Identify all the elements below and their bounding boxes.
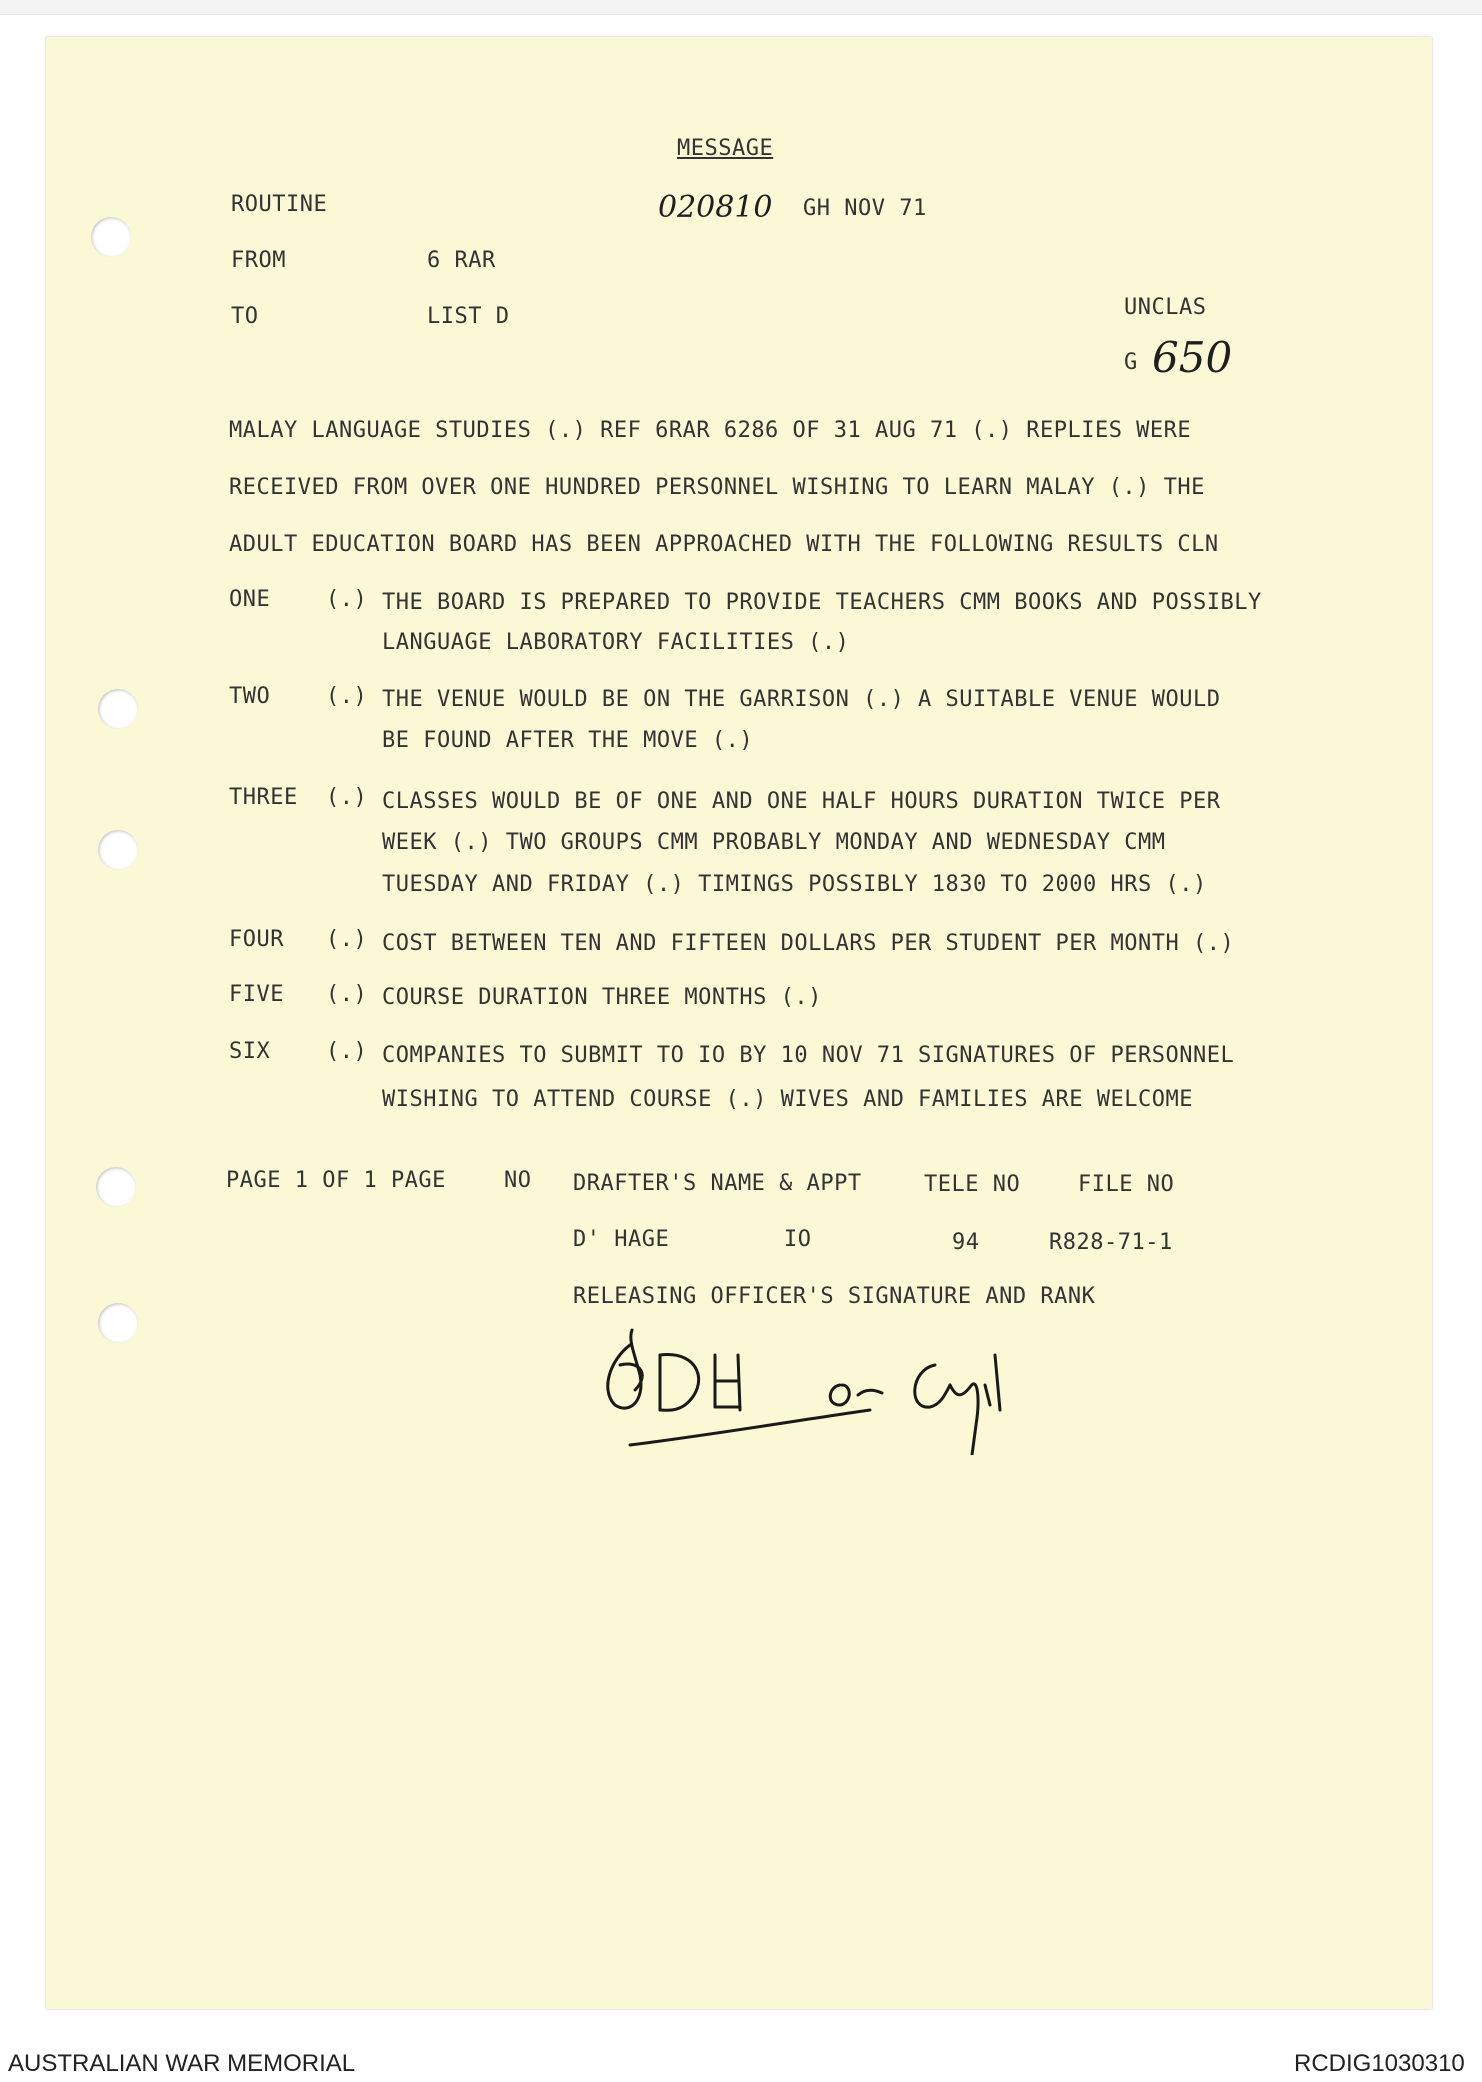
punch-hole bbox=[91, 217, 131, 257]
item-marker: (.) bbox=[326, 927, 368, 952]
from-value: 6 RAR bbox=[427, 248, 496, 273]
item-line: WEEK (.) TWO GROUPS CMM PROBABLY MONDAY AND WEDNESDAY CMM bbox=[382, 830, 1166, 855]
punch-hole bbox=[98, 1303, 138, 1343]
item-line: COURSE DURATION THREE MONTHS (.) bbox=[382, 985, 822, 1010]
item-line: CLASSES WOULD BE OF ONE AND ONE HALF HOURS DURATION TWICE PER bbox=[382, 789, 1221, 814]
item-line: TUESDAY AND FRIDAY (.) TIMINGS POSSIBLY 1830 TO 2000 HRS (.) bbox=[382, 872, 1207, 897]
to-label: TO bbox=[231, 304, 259, 329]
drafter-appt: IO bbox=[784, 1227, 812, 1252]
body-line: ADULT EDUCATION BOARD HAS BEEN APPROACHED WITH THE FOLLOWING RESULTS CLN bbox=[229, 532, 1219, 557]
item-line: COST BETWEEN TEN AND FIFTEEN DOLLARS PER STUDENT PER MONTH (.) bbox=[382, 931, 1235, 956]
serial-number: 650 bbox=[1152, 333, 1233, 382]
item-marker: (.) bbox=[326, 684, 368, 709]
item-line: COMPANIES TO SUBMIT TO IO BY 10 NOV 71 SIGNATURES OF PERSONNEL bbox=[382, 1043, 1235, 1068]
punch-hole bbox=[98, 689, 138, 729]
item-label: FIVE bbox=[229, 982, 284, 1007]
from-label: FROM bbox=[231, 248, 286, 273]
item-line: THE BOARD IS PREPARED TO PROVIDE TEACHERS CMM BOOKS AND POSSIBLY bbox=[382, 590, 1262, 615]
message-title: MESSAGE bbox=[677, 136, 774, 161]
item-line: THE VENUE WOULD BE ON THE GARRISON (.) A SUITABLE VENUE WOULD bbox=[382, 687, 1221, 712]
to-value: LIST D bbox=[427, 304, 510, 329]
dtg-handwritten: 020810 bbox=[658, 190, 773, 225]
item-line: LANGUAGE LABORATORY FACILITIES (.) bbox=[382, 630, 850, 655]
no-label: NO bbox=[504, 1168, 532, 1193]
body-line: RECEIVED FROM OVER ONE HUNDRED PERSONNEL WISHING TO LEARN MALAY (.) THE bbox=[229, 475, 1205, 500]
item-marker: (.) bbox=[326, 587, 368, 612]
item-line: WISHING TO ATTEND COURSE (.) WIVES AND FAMILIES ARE WELCOME bbox=[382, 1087, 1193, 1112]
item-label: THREE bbox=[229, 785, 298, 810]
body-line: MALAY LANGUAGE STUDIES (.) REF 6RAR 6286 OF 31 AUG 71 (.) REPLIES WERE bbox=[229, 418, 1192, 443]
punch-hole bbox=[96, 1167, 136, 1207]
item-line: BE FOUND AFTER THE MOVE (.) bbox=[382, 728, 754, 753]
dtg-typed: GH NOV 71 bbox=[803, 196, 927, 221]
punch-hole bbox=[98, 830, 138, 870]
drafter-name: D' HAGE bbox=[573, 1227, 670, 1252]
classification: UNCLAS bbox=[1124, 295, 1207, 320]
tele-no: 94 bbox=[952, 1230, 980, 1255]
item-label: FOUR bbox=[229, 927, 284, 952]
scan-top-edge bbox=[0, 0, 1482, 15]
file-label: FILE NO bbox=[1078, 1172, 1175, 1197]
page-info: PAGE 1 OF 1 PAGE bbox=[226, 1168, 446, 1193]
item-label: SIX bbox=[229, 1039, 271, 1064]
item-marker: (.) bbox=[326, 982, 368, 1007]
serial-prefix: G bbox=[1124, 350, 1138, 375]
precedence: ROUTINE bbox=[231, 192, 328, 217]
archive-footer-left: AUSTRALIAN WAR MEMORIAL bbox=[8, 2050, 356, 2077]
item-label: TWO bbox=[229, 684, 271, 709]
releasing-label: RELEASING OFFICER'S SIGNATURE AND RANK bbox=[573, 1284, 1096, 1309]
archive-footer-right: RCDIG1030310 bbox=[1294, 2050, 1465, 2077]
item-label: ONE bbox=[229, 587, 271, 612]
tele-label: TELE NO bbox=[924, 1172, 1021, 1197]
file-no: R828-71-1 bbox=[1049, 1230, 1173, 1255]
drafter-label: DRAFTER'S NAME & APPT bbox=[573, 1171, 862, 1196]
item-marker: (.) bbox=[326, 1039, 368, 1064]
releasing-officer-signature bbox=[590, 1315, 1060, 1455]
item-marker: (.) bbox=[326, 785, 368, 810]
